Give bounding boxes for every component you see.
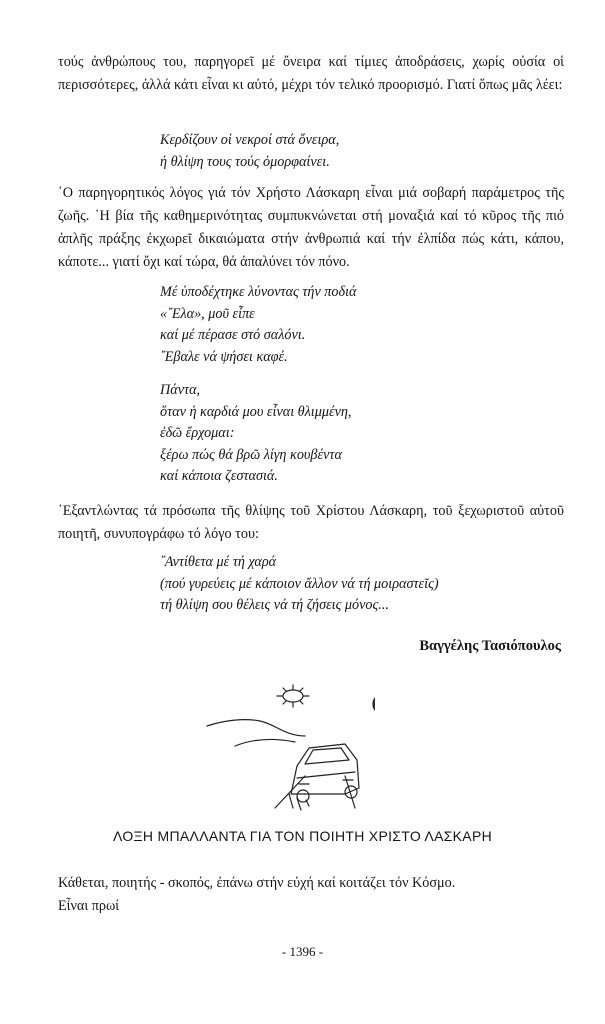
verse-line: καί κάποια ζεστασιά.	[160, 468, 278, 484]
verse-line: Πάντα,	[160, 382, 201, 398]
verse-line: «῎Ελα», μοῦ εἶπε	[160, 305, 255, 322]
paragraph-1: τούς ἀνθρώπους του, παρηγορεῖ μέ ὄνειρα καί τίμιες ἀποδράσεις, χωρίς οὐσία οἱ περισσότερες, ἀλλά κάτι εἶναι κι αὐτό, μέχρι τόν τελικό προορισμό. Γιατί ὅπως μᾶς λέει:	[58, 54, 564, 93]
verse-3	[160, 380, 351, 488]
paragraph-3: ᾿Εξαντλώντας τά πρόσωπα τῆς θλίψης τοῦ Χρίστου Λάσκαρη, τοῦ ξεχωριστοῦ αὐτοῦ ποιητῆ, συνυπογράφω τό λόγο του:	[58, 503, 564, 542]
verse-line: ὅταν ἡ καρδιά μου εἶναι θλιμμένη,	[160, 403, 352, 420]
paragraph-4	[58, 872, 564, 918]
verse-line: Μέ ὑποδέχτηκε λύνοντας τήν ποδιά	[160, 284, 357, 300]
verse-line: ἡ θλίψη τους τούς ὀμορφαίνει.	[160, 153, 330, 170]
verse-line: Κερδίζουν οἱ νεκροί στά ὄνειρα,	[160, 132, 340, 148]
verse-4	[160, 552, 439, 617]
verse-line: ῎Αντίθετα μέ τή χαρά	[160, 554, 277, 570]
sun-icon	[277, 685, 309, 707]
page-number: - 1396 -	[281, 944, 324, 959]
verse-line: τή θλίψη σου θέλεις νά τή ζήσεις μόνος...	[160, 597, 389, 613]
verse-2	[160, 282, 356, 368]
paragraph-line: Κάθεται, ποιητής - σκοπός, ἐπάνω στήν εὐχή καί κοιτάζει τόν Κόσμο.	[58, 875, 456, 891]
paragraph-line: Εἶναι πρωί	[58, 898, 120, 914]
author-signature: Βαγγέλης Τασιόπουλος	[419, 638, 561, 654]
car-icon	[291, 744, 359, 802]
verse-line: ῎Εβαλε νά ψήσει καφέ.	[160, 348, 288, 365]
verse-1	[160, 130, 339, 173]
verse-line: ἐδῶ ἔρχομαι:	[160, 425, 235, 441]
verse-line: καί μέ πέρασε στό σαλόνι.	[160, 327, 306, 343]
road-sign-icon	[373, 696, 375, 796]
verse-line: ξέρω πώς θά βρῶ λίγη κουβέντα	[160, 446, 342, 463]
poem-title: ΛΟΞΗ ΜΠΑΛΛΑΝΤΑ ΓΙΑ ΤΟΝ ΠΟΙΗΤΗ ΧΡΙΣΤΟ ΛΑΣΚΑΡΗ	[112, 828, 492, 844]
car-sketch-illustration	[205, 676, 375, 811]
paragraph-2: ῾Ο παρηγορητικός λόγος γιά τόν Χρήστο Λάσκαρη εἶναι μιά σοβαρή παράμετρος τῆς ζωῆς. ῾Η βία τῆς καθημερινότητας συμπυκνώνεται στή μοναξιά καί τό κῦρος τῆς πιό ἁπλῆς πράξης ἐκχωρεῖ δικαιώματα στήν ἀνθρωπιά καί τήν ἐλπίδα πώς κάτι, κάπου, κάποτε... γιατί ὄχι καί τώρα, θά ἀπαλύνει τόν πόνο.	[58, 185, 564, 270]
verse-line: (πού γυρεύεις μέ κάποιον ἄλλον νά τή μοιραστεῖς)	[160, 575, 439, 592]
